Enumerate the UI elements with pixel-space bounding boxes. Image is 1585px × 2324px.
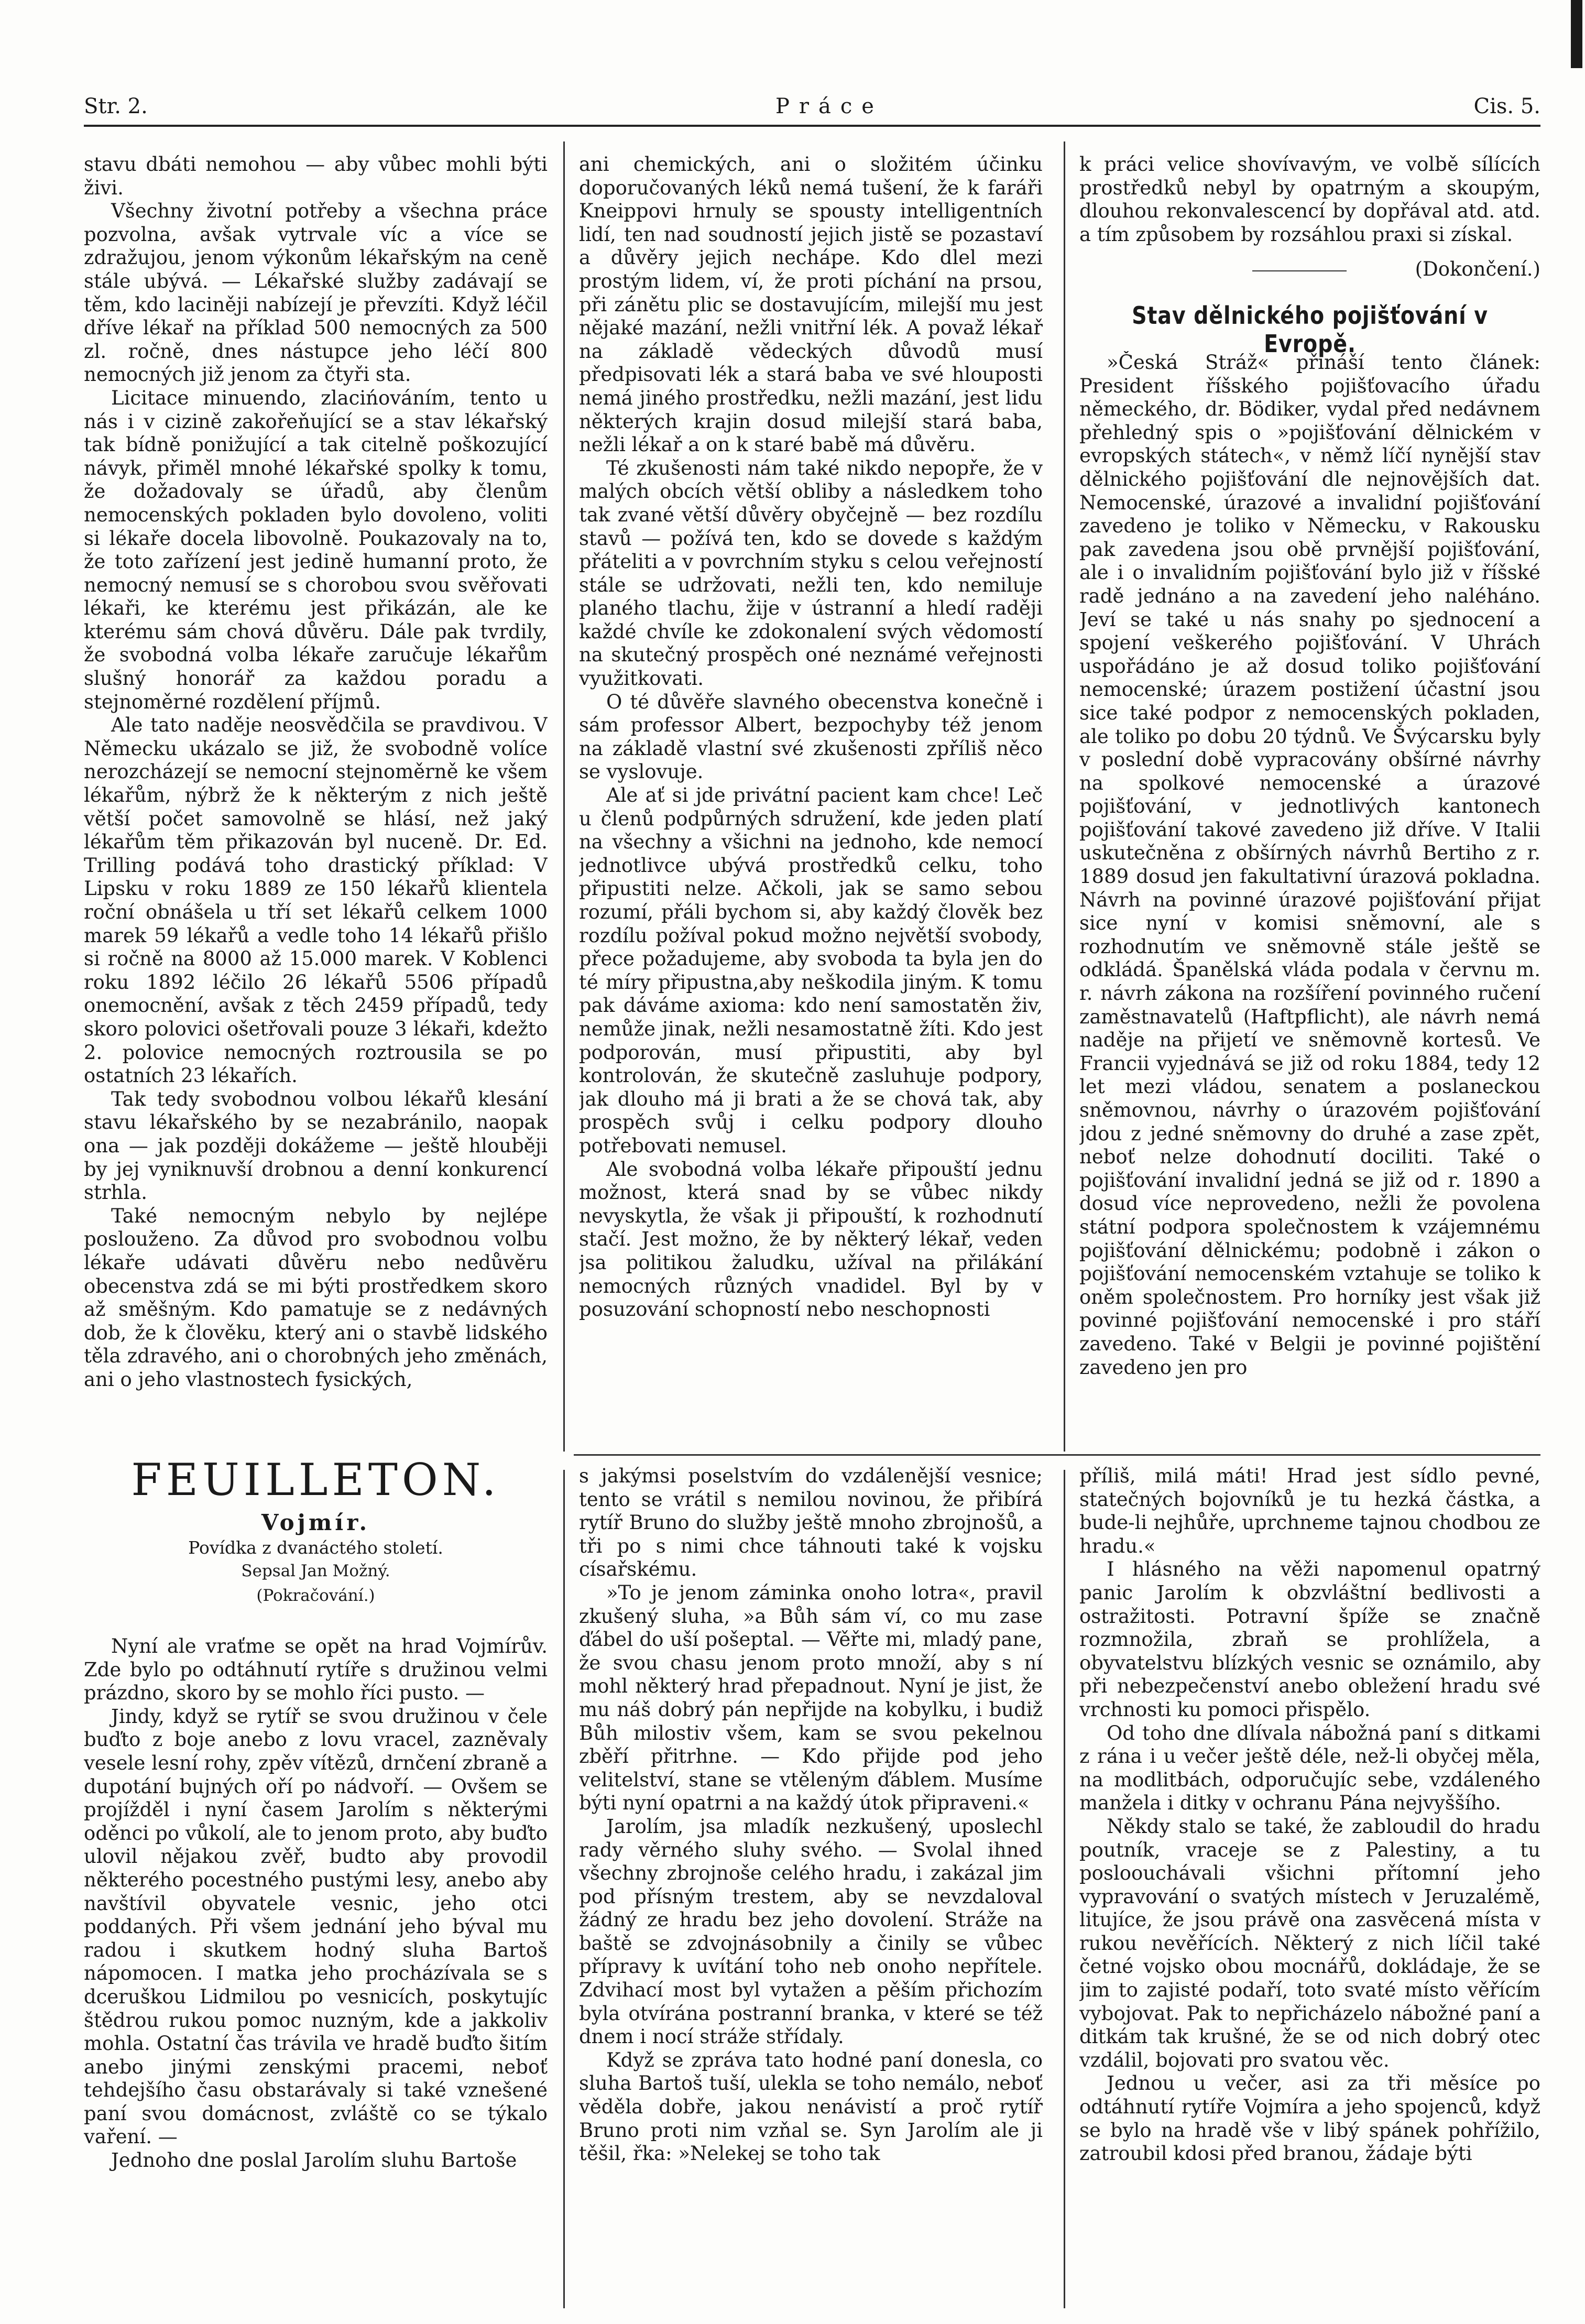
paragraph: Jindy, když se rytíř se svou družinou v čele buďto z boje anebo z lovu vracel, zazněvaly vesele lesní rohy, zpěv vítězů, drnčení zbraně a dupotání bujných oří po nádvoří. — Ovšem se projížděl i nyní časem Jarolím s některými oděnci po vůkolí, ale to jenom proto, aby buďto ulovil nějakou zvěř, budto aby provodil některého pocestného pustými lesy, anebo aby navštívil obyvatele vesnic, jeho otci poddaných. Při všem jednání jeho býval mu radou i skutkem hodný sluha Bartoš nápomocen. I matka jeho procházívala se s dceruškou Lidmilou po vesnicích, poskytujíc štědrou rukou pomoc nuzným, kde a jakkoliv mohla. Ostatní čas trávila ve hradě buďto šitím anebo jinými zenskými pracemi, neboť tehdejšího času obstarávaly si také vznešené paní svou domácnost, zvláště co se týkalo vaření. — (84, 1705, 548, 2148)
paragraph: Licitace minuendo, zlacińováním, tento u nás i v cizině zakořeňující se a stav lékařský tak bídně ponižující a tak citelně poškozující návyk, přiměl mnohé lékařské spolky k tomu, že dožadovaly se úřadů, aby členům nemocenských pokladen bylo dovoleno, voliti si lékaře docela libovolně. Poukazovaly na to, že toto zařízení jest jedině humanní proto, že nemocný nemusí se s chorobou svou svěřovati lékaři, ke kterému jest přikázán, ale ke kterému sám chová důvěru. Dále pak tvrdily, že svobodná volba lékaře zaručuje lékařům slušný honorář za každou poradu a stejnoměrné rozdělení příjmů. (84, 386, 548, 713)
article-end-note (1079, 257, 1540, 283)
issue-number: Cis. 5. (1473, 94, 1540, 118)
paragraph: Ale tato naděje neosvědčila se pravdivou. V Německu ukázalo se již, že svobodně volíce nerozcházejí se nemocní stejnoměrně ke všem lékařům, nýbrž že k některým z nich ještě větší počet samovolně se hlásí, než jaký lékařům těm přikazován byl nuceně. Dr. Ed. Trilling podává toho drastický příklad: V Lipsku v roku 1889 ze 150 lékařů klientela roční obnášela u tří set lékařů celkem 1000 marek 59 lékařů a vedle toho 14 lékařů přišlo si ročně na 8000 až 15.000 marek. V Koblenci roku 1892 léčilo 26 lékařů 5506 případů onemocnění, avšak z těch 2459 případů, tedy skoro polovici ošetřovali pouze 3 lékaři, kdežto 2. polovice nemocných roztrousila se po ostatních 23 lékařích. (84, 714, 548, 1087)
story-title: Vojmír. (261, 1510, 370, 1535)
column-3-article (1079, 351, 1540, 1462)
feuilleton-column-2 (579, 1465, 1043, 2314)
paragraph: Všechny životní potřeby a všechna práce pozvolna, avšak vytrvale víc a více se zdražujou, jenom výkonům lékařským na ceně stále ubývá. — Lékařské služby zadávají se těm, kdo laciněji nabízejí je převzíti. Když léčil dříve lékař na příklad 500 nemocných za 500 zl. ročně, dnes nástupce jeho léčí 800 nemocných již jenom za čtyři sta. (84, 200, 548, 386)
end-rule (1252, 270, 1347, 271)
story-continued: (Pokračování.) (256, 1586, 375, 1605)
paragraph: k práci velice shovívavým, ve volbě sílících prostředků nebyl by opatrným a skoupým, dlouhou rekonvalescencí by dopřával atd. atd. a tím způsobem by rozsáhlou praxi si získal. (1079, 153, 1540, 246)
end-note-text: (Dokončení.) (1415, 258, 1540, 280)
paragraph: Tak tedy svobodnou volbou lékařů klesání stavu lékařského by se nezabránilo, naopak ona — jak později dokážeme — ještě hlouběji by jej vyniknuvší drobnou a denní konkurencí strhla. (84, 1087, 548, 1204)
paragraph: stavu dbáti nemohou — aby vůbec mohli býti živi. (84, 153, 548, 199)
paragraph: Nyní ale vraťme se opět na hrad Vojmírův. Zde bylo po odtáhnutí rytíře s družinou velmi prázdno, skoro by se mohlo říci pusto. — (84, 1635, 548, 1705)
paragraph: O té důvěře slavného obecenstva konečně i sám professor Albert, bezpochyby též jenom na základě vlastní své zkušenosti zpříliš něco se vyslovuje. (579, 690, 1043, 783)
paragraph: Té zkušenosti nám také nikdo nepopře, že v malých obcích větší obliby a následkem toho tak zvané větší důvěry obyčejně — bez rozdílu stavů — požívá ten, kdo se dovede s každým přáteliti a v povrchním styku s celou veřejností stále se udržovati, nežli ten, kdo nemiluje planého tlachu, žije v ústranní a hledí raději každé chvíle ke zdokonalení svých vědomostí na skutečný prospěch oné neznámé veřejnosti využitkovati. (579, 456, 1043, 690)
paragraph: Někdy stalo se také, že zabloudil do hradu poutník, vraceje se z Palestiny, a tu posloouchávali všichni přítomní jeho vypravování o svatých místech v Jeruzalémě, litujíce, že jsou právě ona zasvěcená místa v rukou nevěřících. Některý z nich líčil také četné vojsko obou mocnářů, dokládaje, že se jim to zajisté podaří, toto svaté místo věřícím vybojovat. Pak to nepřicházelo nábožné paní a ditkám tak krušné, že se od nich dobrý otec vzdálil, bojovati pro svatou věc. (1079, 1815, 1540, 2071)
paragraph: »Česká Stráž« přináší tento článek: President říšského pojišťovacího úřadu německého, dr. Bödiker, vydal před nedávnem přehledný spis o »pojišťování dělnickém v evropských státech«, v němž líčí nynější stav dělnického pojišťování dle nejnovějších dat. Nemocenské, úrazové a invalidní pojišťování zavedeno je toliko v Německu, v Rakousku pak zavedena jsou obě prvnější pojišťování, ale i o invalidním pojišťování bylo již v říšské radě jednáno a na zavedení jeho naléháno. Jeví se také u nás snahy po sjednocení a spojení veškerého pojišťování. V Uhrách uspořádáno je až dosud toliko pojišťování nemocenské; úrazem postižení účastní jsou sice také podpor z nemocenských pokladen, ale toliko po dobu 20 týdnů. Ve Švýcarsku byly v poslední době vypracovány obšírné návrhy na spolkové nemocenské a úrazové pojišťování, v jednotlivých kantonech pojišťování takové zavedeno již dříve. V Italii uskutečněna z obšírných návrhů Bertiho z r. 1889 dosud jen fakultativní úrazová pokladna. Návrh na povinné úrazové pojišťování přijat sice nyní v komisi sněmovní, ale s rozhodnutím ve sněmovně stále ještě se odkládá. Španělská vláda podala v červnu m. r. návrh zákona na rozšíření povinného ručení zaměstnavatelů (Haftpflicht), ale návrh nemá naděje na přijetí ve sněmovně kortesů. Ve Francii vyjednává se již od roku 1884, tedy 12 let mezi vládou, senatem a poslaneckou sněmovnou, návrhy o úrazovém pojišťování jdou z jedné sněmovny do druhé a zase zpět, neboť nelze dohodnutí dociliti. Také o pojišťování invalidní jedná se již od r. 1890 a dosud více neprovedeno, nežli že povolena státní podpora společnostem k vzájemnému pojišťování dělnickému; podobně i zákon o pojišťování nemocenském vztahuje se toliko k oněm společnostem. Pro horníky jest však již povinné pojišťování nemocenské i pro stáří zavedeno. Také v Belgii je povinné pojištění zavedeno jen pro (1079, 351, 1540, 1379)
paragraph: Jednoho dne poslal Jarolím sluhu Bartoše (111, 2149, 517, 2172)
column-divider (1064, 141, 1065, 1452)
paragraph: Od toho dne dlívala nábožná paní s ditkami z rána i u večer ještě déle, než-li obyčej měla, na modlitbách, odporučujíc sebe, vzdáleného manžela i ditky v ochranu Pána nejvyššího. (1079, 1721, 1540, 1815)
feuilleton-column-3 (1079, 1465, 1540, 2314)
column-divider (563, 141, 565, 1452)
scan-edge-mark (1571, 0, 1582, 68)
masthead-title: Práce (775, 94, 883, 118)
paragraph: Také nemocným nebylo by nejlépe poslouženo. Za důvod pro svobodnou volbu lékaře udávati důvěru nebo nedůvěru obecenstva zdá se mi býti prostředkem skoro až směšným. Kdo pamatuje se z nedávných dob, že k člověku, který ani o stavbě lidského těla zdravého, ani o chorobných jeho změnách, ani o jeho vlastnostech fysických, (84, 1204, 548, 1391)
article-title: Stav dělnického pojišťování v Evropě. (1132, 301, 1488, 358)
paragraph: Když se zpráva tato hodné paní donesla, co sluha Bartoš tuší, ulekla se toho nemálo, neboť věděla dobře, jakou nenávistí a proč rytíř Bruno proti nim vzňal se. Syn Jarolím ale ji těšil, řka: »Nelekej se toho tak (579, 2048, 1043, 2165)
page-header (84, 90, 1540, 127)
paragraph: Ale svobodná volba lékaře připouští jednu možnost, která snad by se vůbec nikdy nevyskytla, že však ji připouští, k rozhodnutí stačí. Jest možno, že by některý lékař, veden jsa politikou žaludku, užíval na přilákání nemocných různých vnadidel. Byl by v posuzování schopností nebo neschopnosti (579, 1158, 1043, 1321)
column-2 (579, 153, 1043, 1453)
column-divider (563, 1470, 565, 2308)
feuilleton-header-block (84, 1509, 548, 1635)
paragraph: I hlásného na věži napomenul opatrný panic Jarolím k obzvláštní bedlivosti a ostražitosti. Potravní špíže se značně rozmnožila, zbraň se prohlížela, a obyvatelstvu blízkých vesnic se oznámilo, aby při nebezpečenství anebo obležení hradu své vrchnosti ku pomoci přispělo. (1079, 1558, 1540, 1721)
paragraph: Ale ať si jde privátní pacient kam chce! Leč u členů podpůrných sdružení, kde jeden platí na všechny a všichni na jednoho, kde nemocí jednotlivce ubývá prostředků celku, toho připustiti nelze. Ačkoli, jak se samo sebou rozumí, přáli bychom si, aby každý člověk bez rozdílu požíval pokud možno největší svobody, přece požadujeme, aby svoboda ta byla jen do té míry připustna,aby neškodila jiným. K tomu pak dáváme axioma: kdo není samostatěn živ, nemůže jinak, nežli nesamostatně žíti. Kdo jest podporován, musí připustiti, aby byl kontrolován, že skutečně zasluhuje podpory, jak dlouho má ji brati a že se chová tak, aby prospěch svůj i celku podpory dlouho potřebovati nemusel. (579, 784, 1043, 1157)
header-rule (84, 125, 1540, 127)
column-1 (84, 153, 548, 1453)
feuilleton-column-1 (84, 1635, 548, 2316)
story-author: Sepsal Jan Možný. (241, 1562, 390, 1580)
paragraph: Jednou u večer, asi za tři měsíce po odtáhnutí rytíře Vojmíra a jeho spojenců, když se bylo na hradě vše v libý spánek pohřížilo, zatroubil kdosi před branou, žádaje býti (1079, 2072, 1540, 2165)
paragraph: ani chemických, ani o složitém účinku doporučovaných léků nemá tušení, že k faráři Kneippovi hrnuly se spousty intelligentních lidí, ten nad soudností jejich jistě se pozastaví a důvěry jejich nechápe. Kdo dlel mezi prostým lidem, ví, že proti píchání na prsou, při zánětu plic se dostavujícím, milejší mu jest nějaké mazání, nežli vnitřní lék. A považ lékař na základě vědeckých důvodů musí předpisovati lék a stará baba ve své hlouposti nemá jiného prostředku, nežli mazání, jest lidu některých krajin dosud milejší stará baba, nežli lékař a on k staré babě má důvěru. (579, 153, 1043, 456)
feuilleton-heading: FEUILLETON. (131, 1454, 500, 1505)
paragraph: s jakýmsi poselstvím do vzdálenější vesnice; tento se vrátil s nemilou novinou, že přibírá rytíř Bruno do služby ještě mnoho zbrojnošů, a tři po s nimi chce táhnouti také k vojsku císařskému. (579, 1465, 1043, 1581)
column-divider (1064, 1470, 1065, 2308)
page-number: Str. 2. (84, 94, 148, 118)
story-subtitle: Povídka z dvanáctého století. (188, 1537, 443, 1558)
paragraph: Jarolím, jsa mladík nezkušený, uposlechl rady věrného sluhy svého. — Svolal ihned všechny zbrojnoše celého hradu, i zakázal jim pod přísným trestem, aby se nevzdaloval žádný ze hradu bez jeho dovolení. Stráže na baště se zdvojnásobnily a činily se vůbec přípravy k uvítání toho neb onoho nepřítele. Zdvihací most byl vytažen a pěším přichozím byla otvírána postranní branka, v které se též dnem i nocí stráže střídaly. (579, 1815, 1043, 2048)
paragraph: »To je jenom záminka onoho lotra«, pravil zkušený sluha, »a Bůh sám ví, co mu zase ďábel do uší pošeptal. — Věřte mi, mladý pane, že svou chasu jenom proto množí, aby s ní mohl některý hrad přepadnout. Nyní je jist, že mu náš dobrý pán nepřijde na kobylku, i budiž Bůh milostiv všem, kam se svou pekelnou zběří přitrhne. — Kdo přijde pod jeho velitelství, stane se vtěleným ďáblem. Musíme býti nyní opatrni a na každý útok připraveni.« (579, 1581, 1043, 1815)
paragraph: příliš, milá máti! Hrad jest sídlo pevné, statečných bojovníků je tu hezká částka, a bude-li nejhůře, uprchneme tajnou chodbou ze hradu.« (1079, 1465, 1540, 1557)
